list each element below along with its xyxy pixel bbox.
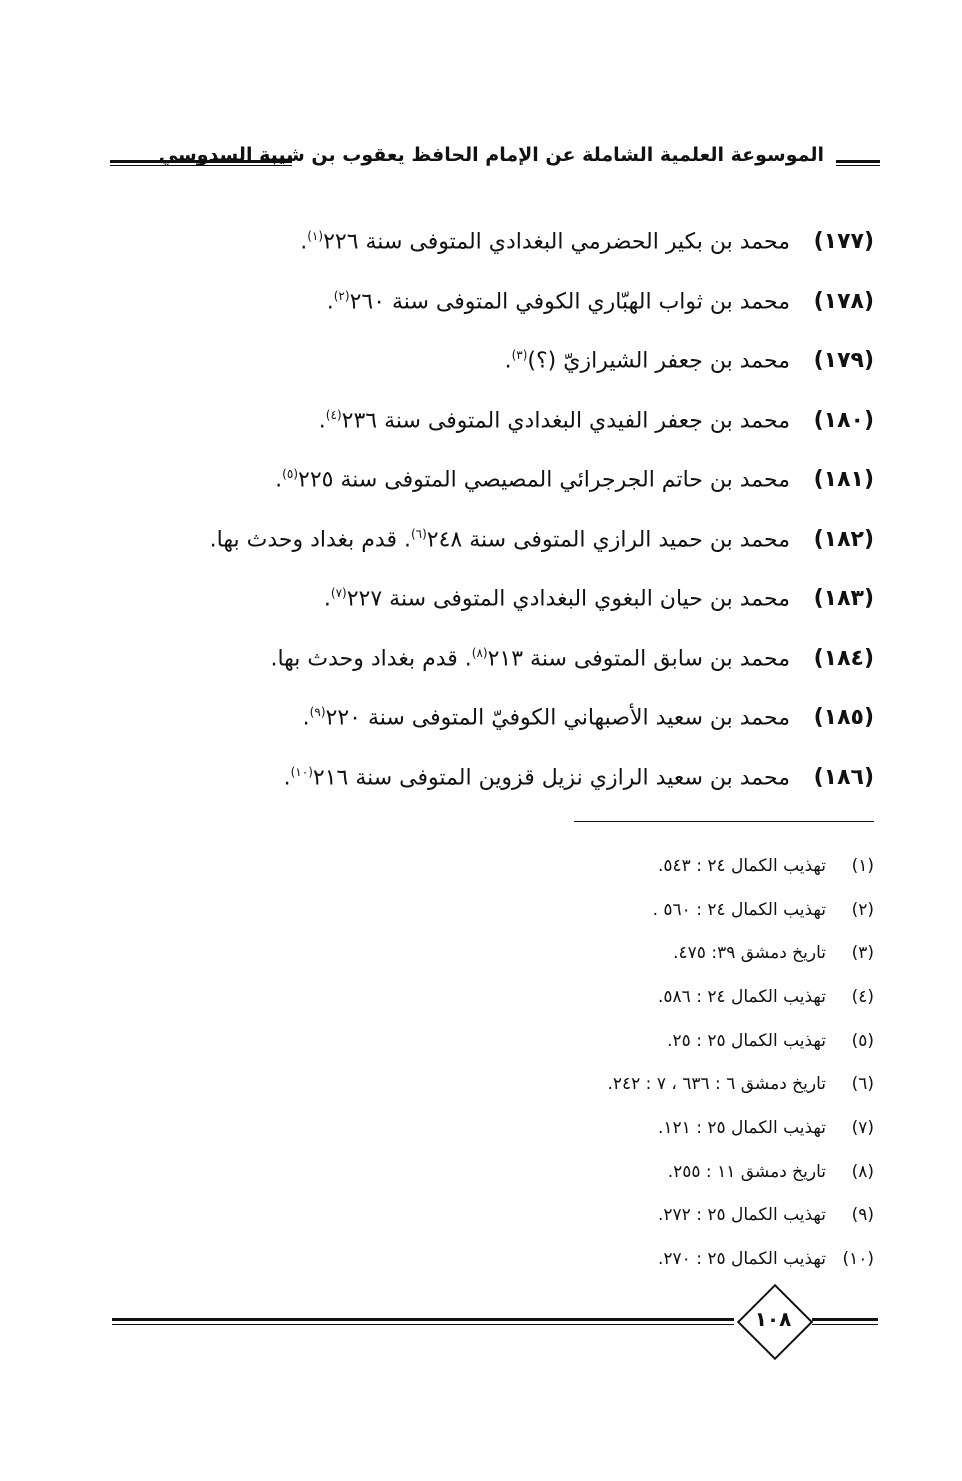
footnote [374, 1194, 874, 1238]
footnote-text: تاريخ دمشق ٦ : ٦٣٦ ، ٧ : ٢٤٢. [607, 1074, 826, 1095]
footnote [374, 1019, 874, 1063]
list-item [154, 629, 874, 689]
list-item [154, 212, 874, 272]
list-item [154, 569, 874, 629]
list-item [154, 331, 874, 391]
entry-number: (١٨١) [813, 467, 874, 493]
entry-number: (١٨٦) [813, 764, 874, 790]
page-number: ١٠٨ [754, 1307, 792, 1331]
footnote-number: (١٠) [842, 1249, 874, 1270]
entry-text: محمد بن بكير الحضرمي البغدادي المتوفى سنة ٢٢٦$^{(١)}$. [300, 229, 790, 255]
footnote [374, 1150, 874, 1194]
footnote-number: (٤) [851, 986, 874, 1007]
entry-text: محمد بن حاتم الجرجرائي المصيصي المتوفى سنة ٢٢٥$^{(٥)}$. [275, 467, 790, 493]
footnote-text: تهذيب الكمال ٢٤ : ٥٤٣. [658, 855, 826, 876]
entry-number: (١٧٨) [813, 288, 874, 314]
footnote-number: (٨) [851, 1161, 874, 1182]
entry-text: محمد بن جعفر الشيرازيّ (؟)$^{(٣)}$. [504, 348, 790, 374]
entry-text: محمد بن ثواب الهبّاري الكوفي المتوفى سنة ٢٦٠$^{(٢)}$. [326, 288, 790, 314]
entry-text: محمد بن سعيد الرازي نزيل قزوين المتوفى سنة ٢١٦$^{(١٠)}$. [283, 764, 790, 790]
list-item [154, 272, 874, 332]
entry-number: (١٨٣) [813, 586, 874, 612]
footnote-number: (٦) [851, 1074, 874, 1095]
footnote-ref: (٦) [410, 526, 427, 541]
entry-text: محمد بن سعيد الأصبهاني الكوفيّ المتوفى سنة ٢٢٠$^{(٩)}$. [302, 705, 790, 731]
footnote-ref: (٣) [511, 348, 528, 363]
entry-text: محمد بن حيان البغوي البغدادي المتوفى سنة ٢٢٧$^{(٧)}$. [323, 586, 790, 612]
footnote-ref: (٥) [282, 467, 298, 482]
footnote-text: تهذيب الكمال ٢٥ : ١٢١. [658, 1117, 826, 1138]
footnote-number: (٥) [851, 1030, 874, 1051]
list-item [154, 450, 874, 510]
footnote [374, 1237, 874, 1281]
footnotes-list [374, 844, 874, 1281]
entry-text: محمد بن حميد الرازي المتوفى سنة ٢٤٨$^{(٦)}$. قدم بغداد وحدث بها. [209, 526, 790, 552]
footnote [374, 1106, 874, 1150]
entry-number: (١٨٢) [813, 526, 874, 552]
list-item [154, 748, 874, 808]
footnote-ref: (١٠) [290, 764, 313, 779]
header-title: الموسوعة العلمية الشاملة عن الإمام الحافظ يعقوب بن شيبة السدوسي [158, 144, 824, 166]
header-rule-right [836, 160, 880, 166]
footnote-text: تاريخ دمشق ٣٩: ٤٧٥. [673, 943, 826, 964]
footnote-ref: (٧) [330, 586, 347, 601]
entry-number: (١٨٤) [813, 645, 874, 671]
footnote-number: (٩) [851, 1205, 874, 1226]
footnote-ref: (٩) [309, 705, 326, 720]
narrator-list [154, 212, 874, 807]
list-item [154, 510, 874, 570]
footnote-text: تهذيب الكمال ٢٥ : ٢٧٠. [658, 1249, 826, 1270]
footnote-text: تهذيب الكمال ٢٤ : ٥٦٠ . [652, 899, 826, 920]
footnote-ref: (٢) [333, 288, 350, 303]
footnote-separator [574, 821, 874, 822]
footer-rule-right [812, 1318, 878, 1325]
running-header [110, 140, 880, 180]
footnote-ref: (٤) [325, 407, 342, 422]
entry-number: (١٨٥) [813, 705, 874, 731]
entry-number: (١٧٩) [813, 348, 874, 374]
footnote-number: (٢) [851, 899, 874, 920]
footnote-text: تهذيب الكمال ٢٥ : ٢٧٢. [658, 1205, 826, 1226]
entry-number: (١٨٠) [813, 407, 874, 433]
footnote-number: (٧) [851, 1117, 874, 1138]
list-item [154, 688, 874, 748]
footnote-number: (١) [851, 855, 874, 876]
footnote [374, 931, 874, 975]
footer-rule-left [112, 1318, 734, 1325]
footnote [374, 888, 874, 932]
list-item [154, 391, 874, 451]
footnote-text: تهذيب الكمال ٢٥ : ٢٥. [667, 1030, 826, 1051]
footnote-text: تهذيب الكمال ٢٤ : ٥٨٦. [658, 986, 826, 1007]
entry-text: محمد بن سابق المتوفى سنة ٢١٣$^{(٨)}$. قدم بغداد وحدث بها. [270, 645, 790, 671]
footnote-number: (٣) [851, 943, 874, 964]
footnote [374, 1062, 874, 1106]
footnote-ref: (٨) [471, 645, 488, 660]
entry-text: محمد بن جعفر الفيدي البغدادي المتوفى سنة ٢٣٦$^{(٤)}$. [318, 407, 790, 433]
header-rule-left [110, 160, 292, 166]
footnote [374, 844, 874, 888]
footnote-ref: (١) [307, 229, 324, 244]
footnote-text: تاريخ دمشق ١١ : ٢٥٥. [667, 1161, 826, 1182]
footnote [374, 975, 874, 1019]
entry-number: (١٧٧) [813, 229, 874, 255]
